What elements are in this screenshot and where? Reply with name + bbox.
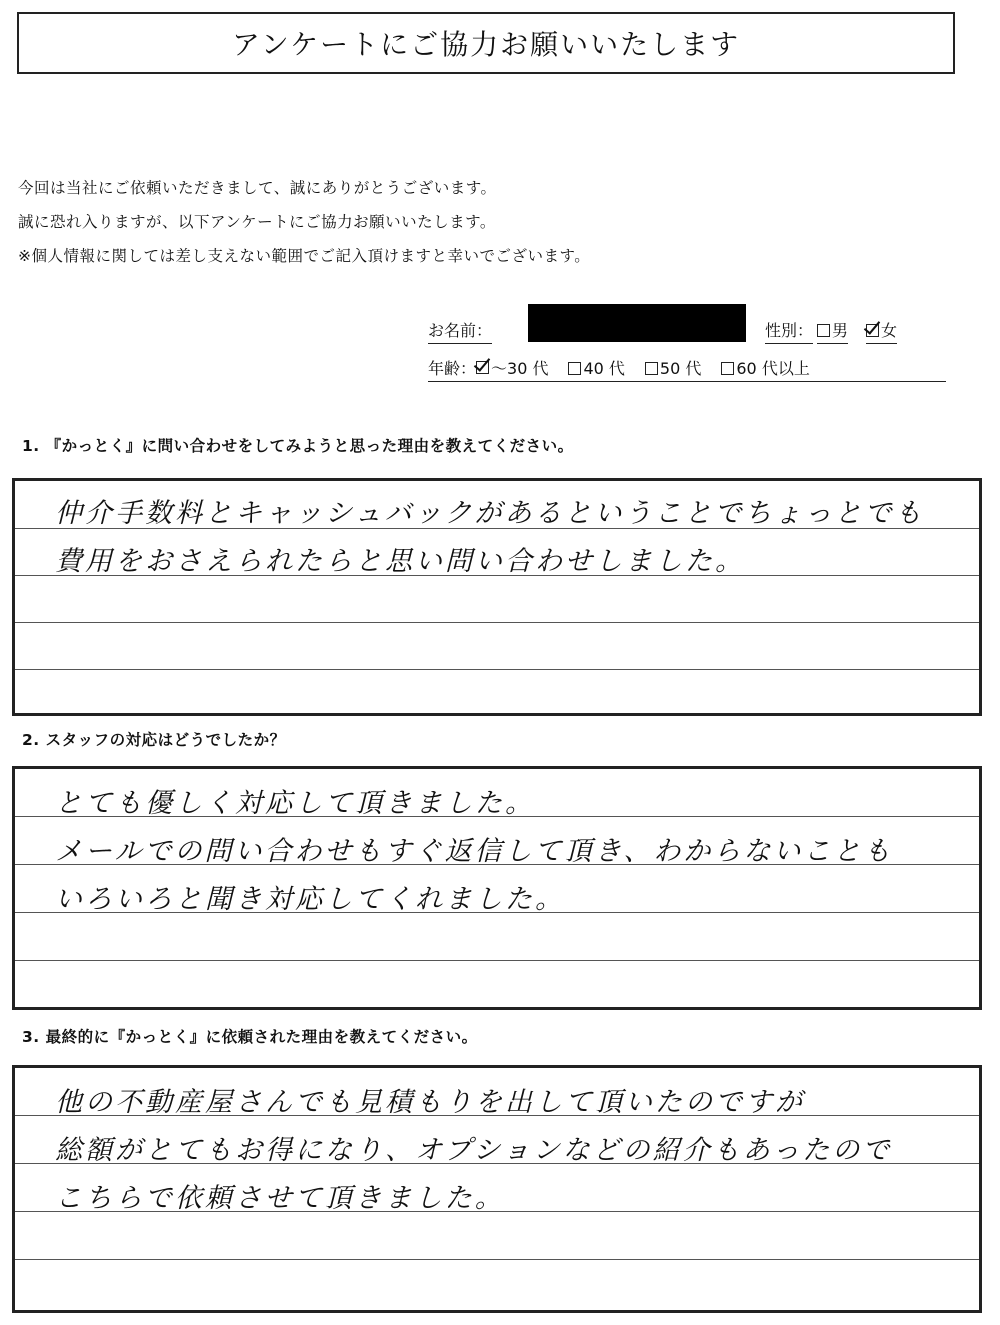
question-1-answer-box[interactable] xyxy=(12,478,982,716)
answer-2-line-3: いろいろと聞き対応してくれました。 xyxy=(55,884,565,915)
intro-line-3: ※個人情報に関しては差し支えない範囲でご記入頂けますと幸いでございます。 xyxy=(18,247,591,265)
name-label: お名前： xyxy=(428,318,492,344)
gender-option-female[interactable]: 女 xyxy=(866,318,897,344)
age-option-50: 50 代 xyxy=(659,359,702,378)
answer-1-line-2: 費用をおさえられたらと思い問い合わせしました。 xyxy=(55,546,745,577)
age-50-checkbox[interactable] xyxy=(645,362,658,375)
gender-field xyxy=(765,318,897,344)
age-option-60: 60 代以上 xyxy=(736,359,810,378)
age-option-30: 〜30 代 xyxy=(491,359,549,378)
question-2-answer-box[interactable] xyxy=(12,766,982,1010)
male-checkbox[interactable] xyxy=(817,324,830,337)
answer-2-line-2: メールでの問い合わせもすぐ返信して頂き、わからないことも xyxy=(55,836,894,867)
answer-2-line-1: とても優しく対応して頂きました。 xyxy=(55,788,535,819)
question-3-label: 3. 最終的に『かっとく』に依頼された理由を教えてください。 xyxy=(22,1028,478,1046)
intro-line-2: 誠に恐れ入りますが、以下アンケートにご協力お願いいたします。 xyxy=(18,213,496,231)
question-2-label: 2. スタッフの対応はどうでしたか？ xyxy=(22,731,286,749)
age-40-checkbox[interactable] xyxy=(568,362,581,375)
survey-title: アンケートにご協力お願いいたします xyxy=(17,12,955,74)
gender-label: 性別： xyxy=(765,318,813,344)
age-option-40: 40 代 xyxy=(583,359,625,378)
age-field xyxy=(428,356,946,382)
answer-3-line-2: 総額がとてもお得になり、オプションなどの紹介もあったので xyxy=(55,1135,893,1166)
age-30-checkbox[interactable] xyxy=(476,361,489,374)
answer-1-line-1: 仲介手数料とキャッシュバックがあるということでちょっとでも xyxy=(55,498,925,529)
name-redaction xyxy=(528,304,746,342)
age-label: 年齢： xyxy=(428,359,477,378)
answer-3-line-3: こちらで依頼させて頂きました。 xyxy=(55,1183,505,1214)
female-checkbox[interactable] xyxy=(866,324,879,337)
age-60-checkbox[interactable] xyxy=(721,362,734,375)
intro-line-1: 今回は当社にご依頼いただきまして、誠にありがとうございます。 xyxy=(18,179,497,197)
name-field xyxy=(428,318,492,344)
gender-option-male[interactable]: 男 xyxy=(817,318,848,344)
question-3-answer-box[interactable] xyxy=(12,1065,982,1313)
question-1-label: 1. 『かっとく』に問い合わせをしてみようと思った理由を教えてください。 xyxy=(22,437,574,455)
answer-3-line-1: 他の不動産屋さんでも見積もりを出して頂いたのですが xyxy=(55,1087,805,1118)
